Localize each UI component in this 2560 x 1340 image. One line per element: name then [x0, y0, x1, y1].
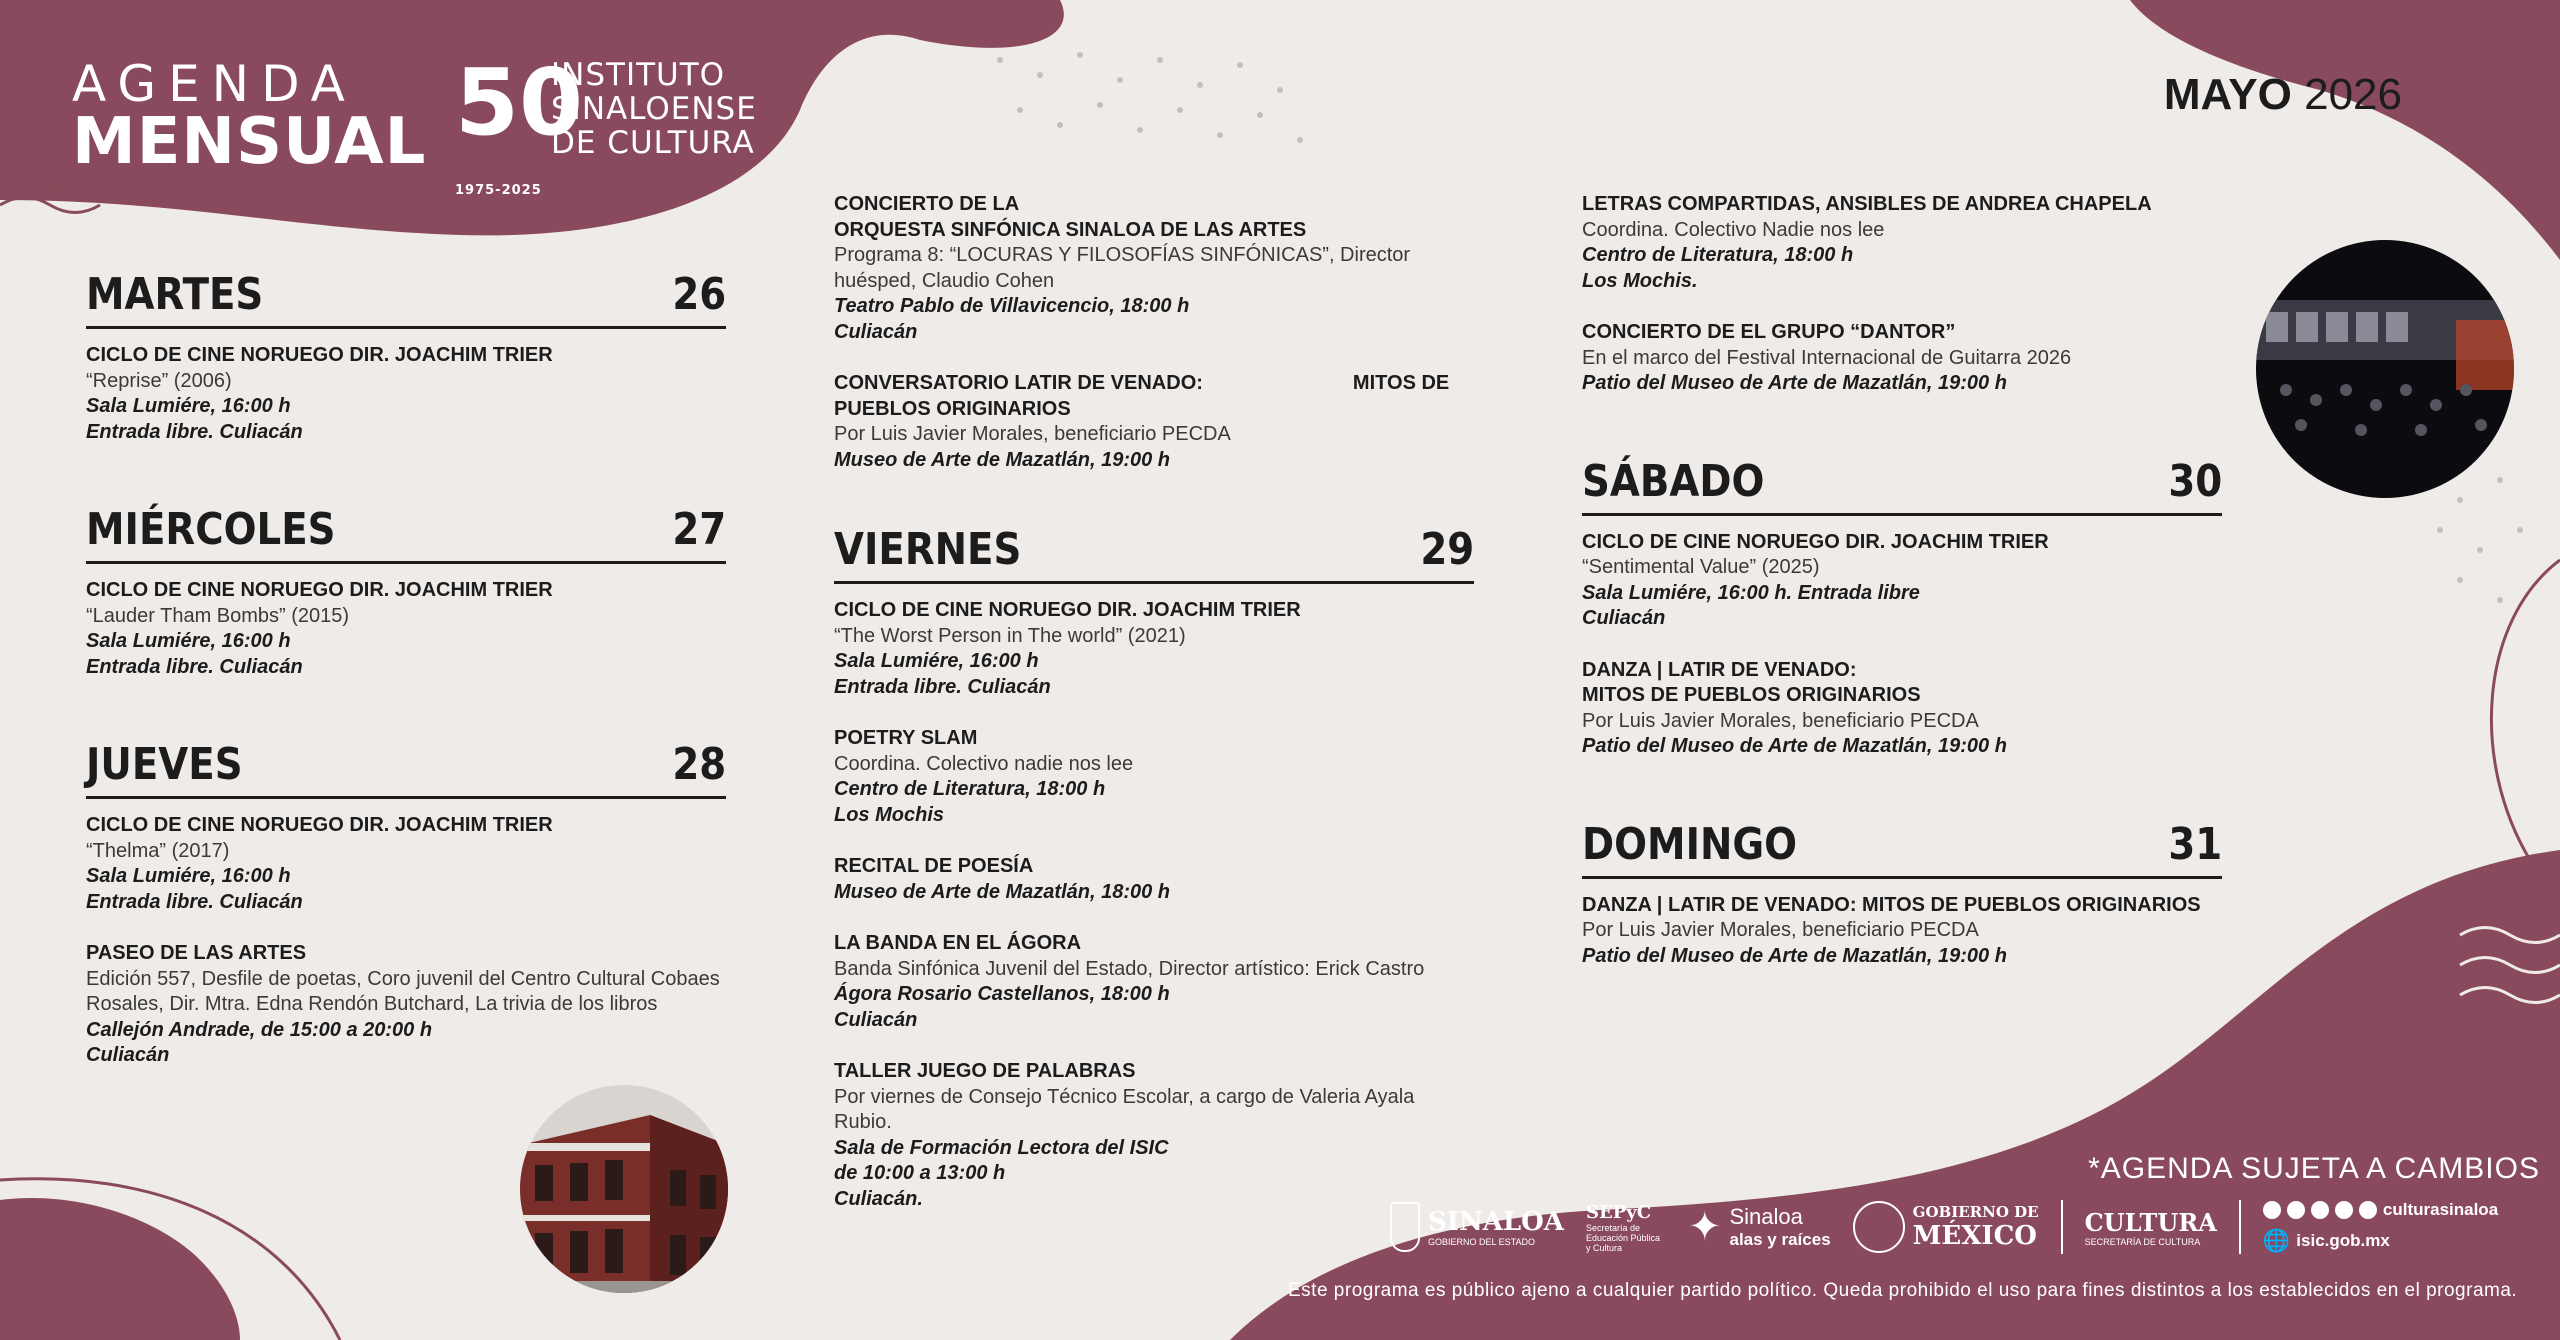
event-place: de 10:00 a 13:00 h [834, 1162, 1006, 1184]
event-place: Culiacán. [834, 1187, 923, 1210]
logo-line-3: DE CULTURA [551, 125, 755, 161]
event-title: DANZA | LATIR DE VENADO: MITOS DE PUEBLOS ORIGINARIOS [1582, 893, 2201, 916]
event-place: Patio del Museo de Arte de Mazatlán, 19:00 h [1582, 372, 2007, 394]
logo-fifty [455, 49, 584, 198]
day-sabado [1582, 455, 2222, 760]
event-title: CICLO DE CINE NORUEGO DIR. JOACHIM TRIER [86, 814, 553, 836]
event-title: CONCIERTO DE EL GRUPO “DANTOR” [1582, 321, 1956, 343]
sepyc-logo [1586, 1202, 1666, 1253]
shield-icon [1390, 1202, 1420, 1252]
day-header [834, 524, 1474, 584]
sinaloa-sub: GOBIERNO DEL ESTADO [1428, 1237, 1536, 1247]
tiktok-icon[interactable] [2359, 1201, 2377, 1219]
event [834, 1059, 1474, 1212]
divider [2239, 1200, 2241, 1254]
event [1582, 893, 2222, 970]
decorative-arc [2491, 560, 2560, 860]
social-handle[interactable]: culturasinaloa [2382, 1200, 2499, 1219]
event-place: Teatro Pablo de Villavicencio, 18:00 h [834, 295, 1190, 317]
day-viernes [834, 524, 1474, 1212]
month-label: MAYO [2163, 70, 2292, 119]
event-place: Sala de Formación Lectora del ISIC [834, 1136, 1169, 1159]
event-desc: Coordina. Colectivo nadie nos lee [834, 752, 1134, 775]
event [86, 578, 726, 680]
event-place: Culiacán [834, 1008, 918, 1031]
day-name: VIERNES [834, 524, 1022, 575]
instagram-icon[interactable] [2287, 1201, 2305, 1219]
event-place: Sala Lumiére, 16:00 h [86, 395, 291, 417]
building-photo [520, 1085, 728, 1293]
event-title: ORQUESTA SINFÓNICA SINALOA DE LAS ARTES [834, 218, 1307, 241]
social-row [2263, 1200, 2498, 1220]
event [834, 598, 1474, 700]
event-place: Sala Lumiére, 16:00 h [86, 630, 291, 652]
event-desc: Por Luis Javier Morales, beneficiario PECDA [1582, 709, 1979, 732]
event-place: Los Mochis [834, 803, 945, 826]
day-miercoles [86, 504, 726, 680]
day-number: 31 [2168, 818, 2222, 870]
day-name: JUEVES [86, 739, 243, 790]
event-desc: Edición 557, Desfile de poetas, Coro juvenil del Centro Cultural Cobaes Rosales, Dir. Mtra. Edna Rendón Butchard, La trivia de los libros [86, 967, 720, 1015]
day-header [1582, 455, 2222, 516]
event-place: Museo de Arte de Mazatlán, 18:00 h [834, 880, 1171, 903]
bird-icon: ✦ [1687, 1205, 1722, 1249]
globe-icon: 🌐 [2262, 1228, 2291, 1253]
day-name: MIÉRCOLES [86, 504, 336, 555]
event-place: Culiacán [1582, 607, 1666, 629]
day-header [1582, 818, 2222, 879]
day-martes [86, 269, 726, 445]
day-number: 29 [1420, 524, 1474, 575]
event-place: Ágora Rosario Castellanos, 18:00 h [834, 983, 1170, 1005]
day-jueves [86, 739, 726, 1069]
alas-line-1: Sinaloa [1729, 1204, 1803, 1229]
event-place: Culiacán [86, 1044, 170, 1066]
event-title: CICLO DE CINE NORUEGO DIR. JOACHIM TRIER [86, 344, 553, 366]
event-title: LA BANDA EN EL ÁGORA [834, 932, 1082, 954]
gobierno-mexico-logo [1853, 1201, 2039, 1253]
day-number: 26 [672, 269, 726, 320]
logo-number: 50 [455, 49, 584, 156]
event-place: Patio del Museo de Arte de Mazatlán, 19:00 h [1582, 944, 2007, 967]
day-number: 28 [672, 739, 726, 790]
event-place: Centro de Literatura, 18:00 h [834, 778, 1106, 800]
event-title: CONVERSATORIO LATIR DE VENADO: MITOS DE [834, 372, 1450, 394]
divider [2061, 1200, 2063, 1254]
event-title: POETRY SLAM [834, 727, 978, 749]
event-place: Museo de Arte de Mazatlán, 19:00 h [834, 448, 1171, 471]
event-title: PUEBLOS ORIGINARIOS [834, 397, 1071, 420]
bottom-left-blob [0, 1198, 240, 1340]
website-link[interactable]: isic.gob.mx [2296, 1231, 2390, 1250]
logo-years: 1975-2025 [455, 183, 542, 198]
event [86, 941, 726, 1069]
event-place: Culiacán [834, 320, 918, 343]
isic-logo [455, 49, 757, 198]
event-place: Sala Lumiére, 16:00 h. Entrada libre [1582, 581, 1920, 604]
event-desc: Banda Sinfónica Juvenil del Estado, Director artístico: Erick Castro [834, 957, 1425, 980]
day-name: SÁBADO [1582, 455, 1765, 507]
event-title: CICLO DE CINE NORUEGO DIR. JOACHIM TRIER [86, 579, 553, 601]
concert-photo [2256, 240, 2514, 498]
event-desc: “Lauder Tham Bombs” (2015) [86, 604, 350, 627]
day-header [86, 739, 726, 799]
youtube-icon[interactable] [2335, 1201, 2353, 1219]
event-place: Callejón Andrade, de 15:00 a 20:00 h [86, 1018, 433, 1041]
event [1582, 658, 2222, 760]
event [1582, 192, 2222, 294]
schedule-changes-note: *AGENDA SUJETA A CAMBIOS [2088, 1152, 2540, 1185]
day-name: DOMINGO [1582, 818, 1798, 870]
logo-line-1: INSTITUTO [551, 57, 726, 93]
event [834, 931, 1474, 1033]
month-year [2164, 70, 2402, 120]
gob-line-1: GOBIERNO DE [1912, 1203, 2039, 1221]
event [1582, 530, 2222, 632]
cultura-logo [2085, 1208, 2217, 1247]
event-title: PASEO DE LAS ARTES [86, 942, 307, 964]
event-desc: Coordina. Colectivo Nadie nos lee [1582, 218, 1885, 241]
event-desc: Por viernes de Consejo Técnico Escolar, a cargo de Valeria Ayala Rubio. [834, 1085, 1415, 1133]
event-title: LETRAS COMPARTIDAS, ANSIBLES DE ANDREA CHAPELA [1582, 193, 2152, 215]
gob-line-2: MÉXICO [1912, 1221, 2037, 1251]
column-3 [1582, 192, 2222, 1031]
footer-logos [1390, 1200, 2498, 1254]
event-place: Sala Lumiére, 16:00 h [834, 650, 1039, 672]
cultura-sub: SECRETARÍA DE CULTURA [2084, 1236, 2201, 1247]
event [834, 371, 1474, 473]
legal-note: Este programa es público ajeno a cualquier partido político. Queda prohibido el uso para fines distintos a los establecidos en el programa. [1288, 1280, 2518, 1301]
event-title: CICLO DE CINE NORUEGO DIR. JOACHIM TRIER [1582, 530, 2049, 553]
cultura-name: CULTURA [2084, 1207, 2217, 1237]
sinaloa-name: SINALOA [1428, 1207, 1564, 1237]
eagle-seal-icon [1853, 1201, 1905, 1253]
sepyc-sub: Secretaría de Educación Pública y Cultura [1585, 1222, 1661, 1253]
event-place: Entrada libre. Culiacán [834, 675, 1051, 698]
event-place: Entrada libre. Culiacán [86, 655, 303, 678]
event-title: RECITAL DE POESÍA [834, 855, 1034, 877]
alas-line-2: alas y raíces [1729, 1230, 1831, 1249]
event [834, 726, 1474, 828]
event-title: CONCIERTO DE LA [834, 193, 1020, 215]
column-2 [834, 192, 1474, 1274]
sepyc-name: SEPyC [1585, 1201, 1652, 1223]
event [834, 854, 1474, 905]
event [86, 813, 726, 915]
event-place: Patio del Museo de Arte de Mazatlán, 19:00 h [1582, 735, 2007, 757]
day-header [86, 504, 726, 564]
event-desc: “Thelma” (2017) [86, 839, 230, 862]
agenda-word: AGENDA [72, 55, 357, 113]
alas-raices-logo [1688, 1204, 1831, 1250]
event-place: Los Mochis. [1582, 269, 1698, 292]
day-domingo [1582, 818, 2222, 970]
day-number: 30 [2168, 455, 2222, 507]
day-name: MARTES [86, 269, 264, 320]
event-desc: “The Worst Person in The world” (2021) [834, 624, 1186, 647]
day-header [86, 269, 726, 329]
event-title: TALLER JUEGO DE PALABRAS [834, 1060, 1136, 1082]
mensual-word: MENSUAL [72, 105, 427, 179]
year-label: 2026 [2304, 70, 2402, 119]
event-desc: En el marco del Festival Internacional de Guitarra 2026 [1582, 346, 2072, 369]
event-place: Entrada libre. Culiacán [86, 420, 303, 443]
day-number: 27 [672, 504, 726, 555]
event [86, 343, 726, 445]
agenda-title [72, 55, 427, 179]
event [1582, 320, 2222, 397]
event-desc: “Sentimental Value” (2025) [1582, 556, 1820, 578]
event-desc: Programa 8: “LOCURAS Y FILOSOFÍAS SINFÓNICAS”, Director huésped, Claudio Cohen [834, 244, 1411, 292]
event-desc: “Reprise” (2006) [86, 369, 232, 392]
column-1 [86, 269, 726, 1131]
event-title: CICLO DE CINE NORUEGO DIR. JOACHIM TRIER [834, 599, 1301, 621]
event-place: Centro de Literatura, 18:00 h [1582, 244, 1854, 266]
x-icon[interactable] [2311, 1201, 2329, 1219]
event-place: Entrada libre. Culiacán [86, 890, 303, 913]
facebook-icon[interactable] [2263, 1201, 2281, 1219]
logo-line-2: SINALOENSE [551, 91, 757, 127]
event-desc: Por Luis Javier Morales, beneficiario PECDA [834, 423, 1231, 445]
event-title: DANZA | LATIR DE VENADO: [1582, 658, 1857, 681]
event-title: MITOS DE PUEBLOS ORIGINARIOS [1582, 684, 1921, 706]
sinaloa-logo [1390, 1202, 1564, 1252]
event [834, 192, 1474, 345]
web-row [2263, 1228, 2498, 1254]
social-links [2263, 1200, 2498, 1254]
event-place: Sala Lumiére, 16:00 h [86, 865, 291, 887]
event-desc: Por Luis Javier Morales, beneficiario PECDA [1582, 919, 1979, 941]
